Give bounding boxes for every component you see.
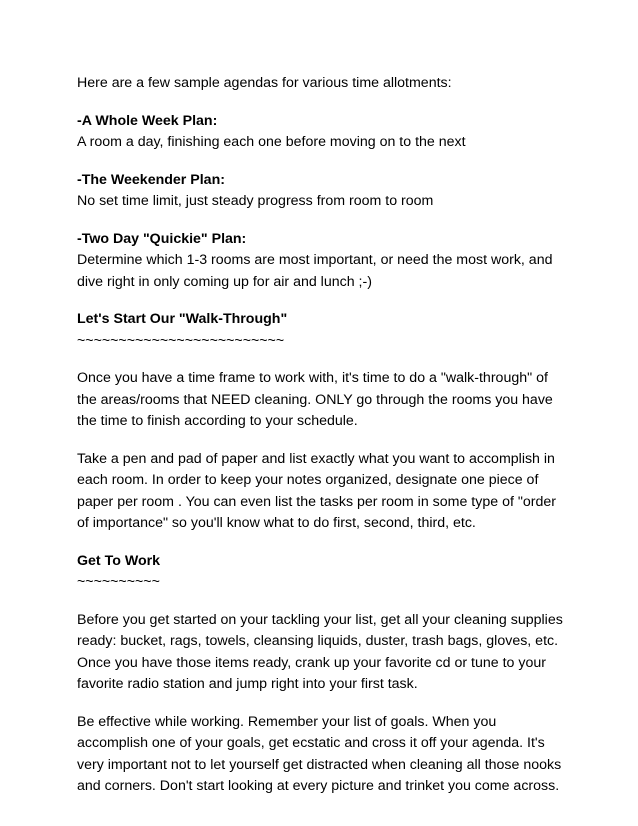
paragraph-line: each room. In order to keep your notes organized, designate one piece of [77, 472, 539, 488]
intro-paragraph [77, 73, 557, 95]
walkthrough-paragraph-1 [77, 368, 557, 433]
paragraph-line: Once you have those items ready, crank up your favorite cd or tune to your [77, 654, 546, 671]
plan-title: -A Whole Week Plan: [77, 112, 218, 129]
intro-line: Here are a few sample agendas for various time allotments: [77, 75, 452, 91]
paragraph-line: Before you get started on your tackling your list, get all your cleaning supplies [77, 611, 563, 628]
document-page [77, 73, 563, 814]
tilde-rule: ~~~~~~~~~~~~~~~~~~~~~~~~~ [77, 332, 285, 349]
paragraph-line: accomplish one of your goals, get ecstatic and cross it off your agenda. It's [77, 735, 545, 751]
section-heading: Let's Start Our "Walk-Through" [77, 311, 288, 327]
plan-line: No set time limit, just steady progress from room to room [77, 193, 434, 209]
paragraph-line: favorite radio station and jump right into your first task. [77, 676, 418, 692]
paragraph-line: Be effective while working. Remember your list of goals. When you [77, 713, 497, 730]
paragraph-line: of importance" so you'll know what to do first, second, third, etc. [77, 515, 476, 531]
paragraph-line: the areas/rooms that NEED cleaning. ONLY go through the rooms you have [77, 391, 553, 408]
paragraph-line: ready: bucket, rags, towels, cleansing liquids, duster, trash bags, gloves, etc. [77, 633, 559, 649]
paragraph-line: Once you have a time frame to work with, it's time to do a "walk-through" of [77, 370, 548, 386]
walkthrough-heading-block [77, 309, 557, 352]
work-heading-block [77, 551, 557, 594]
plan-line: A room a day, finishing each one before moving on to the next [77, 134, 466, 150]
paragraph-line: paper per room . You can even list the tasks per room in some type of "order [77, 493, 556, 510]
work-paragraph-1 [77, 610, 563, 696]
paragraph-line: Take a pen and pad of paper and list exactly what you want to accomplish in [77, 450, 555, 467]
plan-title: -The Weekender Plan: [77, 171, 225, 188]
plan-weekender [77, 170, 557, 213]
plan-line: Determine which 1-3 rooms are most important, or need the most work, and [77, 252, 553, 268]
plan-title: -Two Day "Quickie" Plan: [77, 230, 247, 247]
section-heading: Get To Work [77, 552, 161, 569]
plan-line: dive right in only coming up for air and lunch ;-) [77, 273, 372, 290]
tilde-rule: ~~~~~~~~~~ [77, 574, 160, 590]
work-paragraph-2 [77, 712, 562, 798]
paragraph-line: and corners. Don't start looking at every picture and trinket you come across. [77, 778, 560, 794]
plan-whole-week [77, 111, 557, 154]
walkthrough-paragraph-2 [77, 449, 557, 535]
plan-two-day [77, 229, 557, 294]
paragraph-line: the time to finish according to your schedule. [77, 413, 358, 429]
paragraph-line: very important not to let yourself get distracted when cleaning all those nooks [77, 756, 562, 773]
